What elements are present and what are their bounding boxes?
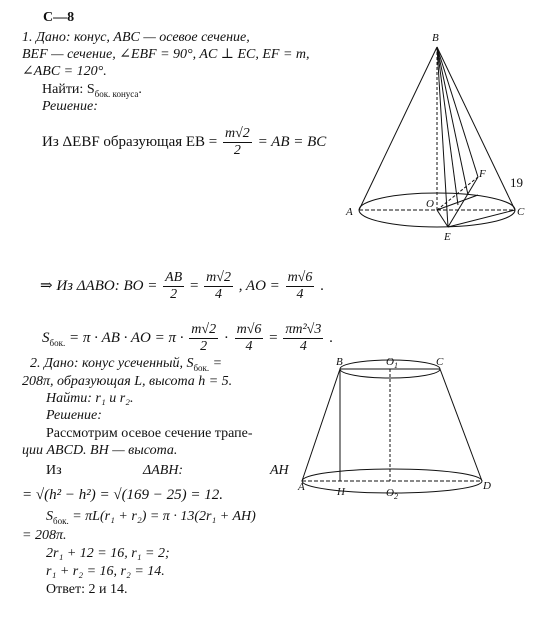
problem1-line2: BEF — сечение, ∠EBF = 90°, AC ⊥ EC, EF = m, (22, 47, 310, 62)
step3-f2-den: 4 (245, 339, 253, 354)
problem2-line9a: S (46, 509, 53, 524)
label-c: C (517, 206, 525, 218)
step1-suffix: = AB = BC (257, 133, 327, 150)
step1-fraction-den: 2 (233, 143, 241, 158)
label-o1-sub: 1 (393, 361, 398, 370)
label-o2-letter: O (386, 487, 394, 499)
problem2-line6: ции ABCD. BH — высота. (22, 443, 178, 458)
step3-s-sub: бок. (49, 337, 66, 348)
problem2-line8: = √(h² − h²) = √(169 − 25) = 12. (22, 487, 224, 503)
problem1-find-text: Найти: S (42, 82, 95, 97)
section-code: C—8 (43, 10, 75, 25)
problem1-solution-heading: Решение: (42, 99, 98, 114)
step1-fraction (223, 126, 252, 159)
label-h: H (337, 486, 345, 498)
problem2-line9-sub: бок. (53, 515, 69, 526)
step3-s (42, 330, 65, 346)
step3-f3-den: 4 (299, 339, 307, 354)
label-e: E (444, 231, 451, 243)
problem1-find-end: . (138, 82, 142, 97)
step2-f3-num: m√6 (287, 270, 313, 285)
step2-fraction3 (286, 270, 315, 303)
problem2-line9 (46, 509, 256, 529)
label-o2-sub: 2 (393, 492, 398, 501)
label-o: O (426, 198, 434, 210)
step2-f2-num: m√2 (206, 270, 231, 285)
step3-fraction1 (189, 322, 218, 355)
problem2-line12: r₁ + r₂ = 16, r₂ = 14. (46, 564, 165, 579)
step3-eq: = (269, 329, 278, 346)
step2-fraction2 (204, 270, 233, 303)
problem2-line9b: = πL(r₁ + r₂) = π · 13(2r₁ + AH) (68, 509, 256, 524)
step3-f1-den: 2 (200, 339, 208, 354)
step3-s-letter: S (42, 329, 50, 346)
frustum-figure (300, 355, 505, 505)
step3-f1-num: m√2 (191, 322, 217, 337)
problem2-line10: = 208π. (22, 528, 67, 543)
step3-end: . (329, 329, 333, 346)
step2-fraction1 (163, 270, 184, 303)
label-b2: B (336, 356, 343, 368)
figure-number: 19 (510, 175, 523, 190)
problem1-line1: 1. Дано: конус, ABC — осевое сечение, (22, 30, 250, 45)
section-bf (437, 47, 478, 177)
step2-end: . (320, 277, 324, 294)
problem1-step1 (42, 126, 326, 159)
step3-fraction2 (235, 322, 264, 355)
step3-f3-num: πm²√3 (285, 322, 322, 337)
step2-f2-den: 4 (215, 287, 223, 302)
problem2-line5: Рассмотрим осевое сечение трапе- (46, 426, 253, 441)
step2-f1-num: AB (165, 270, 183, 285)
step2-prefix: ⇒ Из ΔABO: BO = (40, 277, 158, 294)
label-c2: C (436, 356, 444, 368)
step1-fraction-num: m√2 (225, 126, 250, 141)
label-a: A (346, 206, 353, 218)
problem2-line1-sub: бок. (193, 362, 210, 373)
label-a2: A (298, 481, 305, 493)
label-o2 (386, 487, 398, 501)
label-b: B (432, 32, 439, 44)
problem2-line1 (30, 356, 222, 376)
problem2-line1a: 2. Дано: конус усеченный, S (30, 356, 194, 371)
label-o1-letter: O (386, 356, 394, 368)
problem1-step3 (42, 322, 333, 355)
step3-dot: · (223, 329, 229, 346)
cone-generator-ba (359, 47, 437, 210)
label-d: D (483, 480, 491, 492)
problem2-answer: Ответ: 2 и 14. (46, 582, 128, 597)
step3-fraction3 (283, 322, 323, 355)
cone-generator-bc (437, 47, 515, 210)
step1-prefix: Из ΔEBF образующая EB = (42, 133, 218, 150)
radius-oe (437, 210, 448, 227)
label-o1 (386, 356, 398, 370)
problem2-line7c: AH (270, 463, 289, 478)
step3-f2-num: m√6 (236, 322, 262, 337)
problem1-line3: ∠ABC = 120°. (22, 64, 107, 79)
section-ef (448, 177, 478, 227)
problem1-step2 (40, 270, 324, 303)
step3-mid: = π · AB · AO = π · (68, 329, 184, 346)
step2-f1-den: 2 (170, 287, 178, 302)
problem2-find: Найти: r₁ и r₂. (46, 391, 134, 406)
frustum-side-cd (440, 369, 482, 481)
problem2-line2: 208π, образующая L, высота h = 5. (22, 374, 233, 389)
step2-eq: = (189, 277, 199, 294)
step2-mid: , AO = (238, 277, 280, 294)
label-f: F (479, 168, 486, 180)
step2-f3-den: 4 (296, 287, 304, 302)
problem2-line7b: ΔABH: (143, 463, 184, 478)
problem2-solution-heading: Решение: (46, 408, 102, 423)
problem2-line11: 2r₁ + 12 = 16, r₁ = 2; (46, 546, 170, 561)
frustum-side-ab (302, 369, 340, 481)
cone-figure (340, 25, 545, 250)
problem2-line7a: Из (46, 463, 62, 478)
problem1-find-sub: бок. конуса (94, 88, 139, 99)
problem2-line1b: = (209, 356, 223, 371)
segment-o-inner (437, 195, 478, 210)
section-inner1 (437, 47, 458, 205)
